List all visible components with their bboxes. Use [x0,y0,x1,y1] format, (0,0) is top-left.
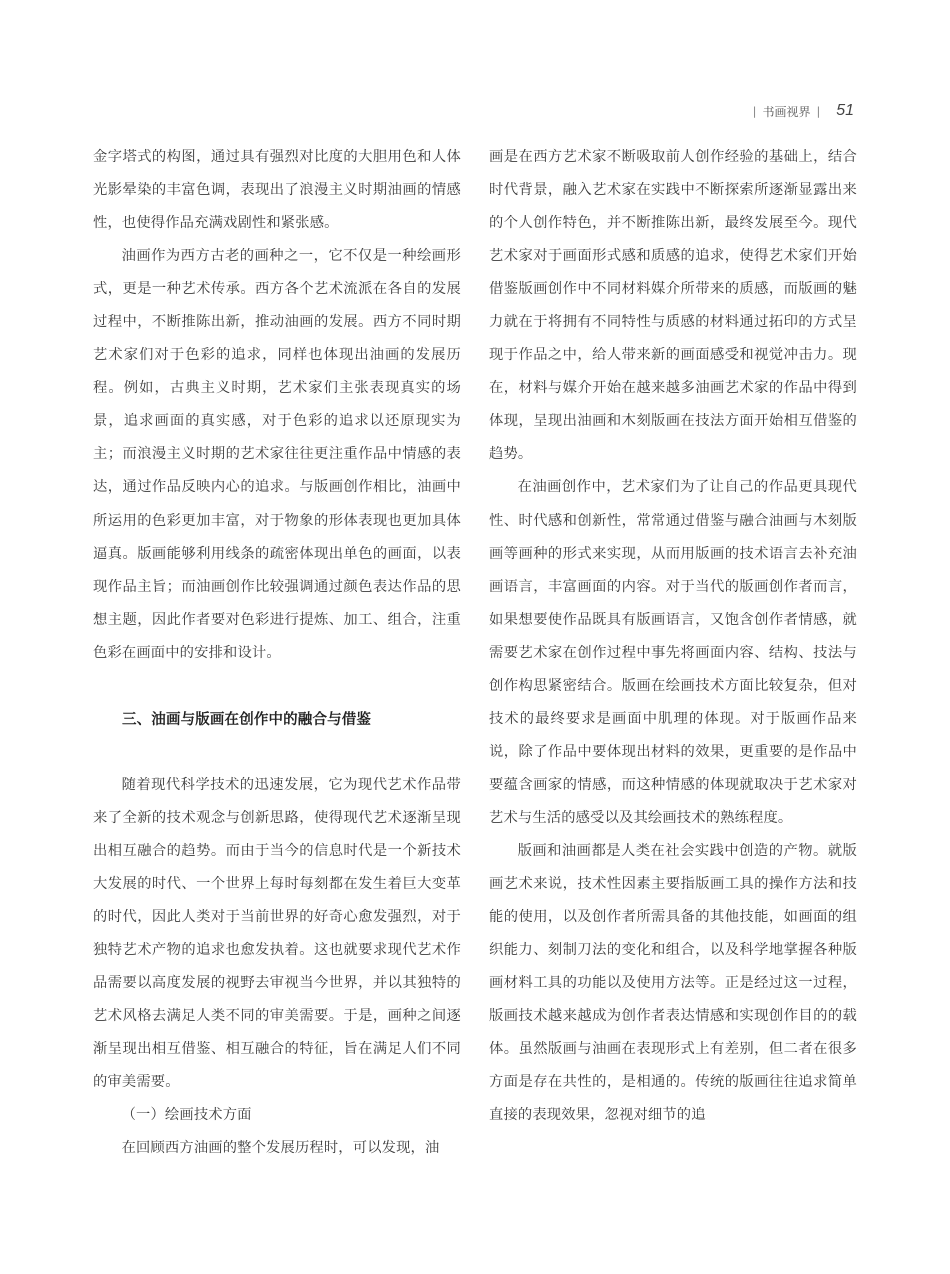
header-divider: | [816,104,821,118]
paragraph: 油画作为西方古老的画种之一，它不仅是一种绘画形式，更是一种艺术传承。西方各个艺术流派在各自的发展过程中，不断推陈出新，推动油画的发展。西方不同时期艺术家们对于色彩的追求，同样也体现出油画的发展历程。例如，古典主义时期，艺术家们主张表现真实的场景，追求画面的真实感，对于色彩的追求以还原现实为主；而浪漫主义时期的艺术家往往更注重作品中情感的表达，通过作品反映内心的追求。与版画创作相比，油画中所运用的色彩更加丰富，对于物象的形体表现也更加具体逼真。版画能够利用线条的疏密体现出单色的画面，以表现作品主旨；而油画创作比较强调通过颜色表达作品的思想主题，因此作者要对色彩进行提炼、加工、组合，注重色彩在画面中的安排和设计。 [93,248,461,661]
section-title: 书画视界 [762,104,811,119]
paragraph: 金字塔式的构图，通过具有强烈对比度的大胆用色和人体光影晕染的丰富色调，表现出了浪漫主义时期油画的情感性，也使得作品充满戏剧性和紧张感。 [93,149,461,232]
spacer [93,736,461,769]
subsection-heading: （一）绘画技术方面 [121,1107,252,1124]
running-header [753,100,854,122]
paragraph: 版画和油画都是人类在社会实践中创造的产物。就版画艺术来说，技术性因素主要指版画工具的操作方法和技能的使用，以及创作者所需具备的其他技能，如画面的组织能力、刻制刀法的变化和组合，以及科学地掌握各种版画材料工具的功能以及使用方法等。正是经过这一过程，版画技术越来越成为创作者表达情感和实现创作目的的载体。虽然版画与油画在表现形式上有差别，但二者在很多方面是存在共性的，是相通的。传统的版画往往追求简单直接的表现效果，忽视对细节的追 [489,842,857,1124]
paragraph: 随着现代科学技术的迅速发展，它为现代艺术作品带来了全新的技术观念与创新思路，使得现代艺术逐渐呈现出相互融合的趋势。而由于当今的信息时代是一个新技术大发展的时代、一个世界上每时每刻都在发生着巨大变革的时代，因此人类对于当前世界的好奇心愈发强烈，对于独特艺术产物的追求也愈发执着。这也就要求现代艺术作品需要以高度发展的视野去审视当今世界，并以其独特的艺术风格去满足人类不同的审美需要。于是，画种之间逐渐呈现出相互借鉴、相互融合的特征，旨在满足人们不同的审美需要。 [93,776,461,1091]
paragraph: 在回顾西方油画的整个发展历程时，可以发现，油 [121,1140,440,1157]
spacer [93,670,461,703]
paragraph: 在油画创作中，艺术家们为了让自己的作品更具现代性、时代感和创新性，常常通过借鉴与融合油画与木刻版画等画种的形式来实现，从而用版画的技术语言去补充油画语言，丰富画面的内容。对于当代的版画创作者而言，如果想要使作品既具有版画语言，又饱含创作者情感，就需要艺术家在创作过程中事先将画面内容、结构、技法与创作构思紧密结合。版画在绘画技术方面比较复杂，但对技术的最终要求是画面中肌理的体现。对于版画作品来说，除了作品中要体现出材料的效果，更重要的是作品中要蕴含画家的情感，而这种情感的体现就取决于艺术家对艺术与生活的感受以及其绘画技术的熟练程度。 [489,479,857,826]
paragraph: 画是在西方艺术家不断吸取前人创作经验的基础上，结合时代背景，融入艺术家在实践中不断探索所逐渐显露出来的个人创作特色，并不断推陈出新，最终发展至今。现代艺术家对于画面形式感和质感的追求，使得艺术家们开始借鉴版画创作中不同材料媒介所带来的质感，而版画的魅力就在于将拥有不同特性与质感的材料通过拓印的方式呈现于作品之中，给人带来新的画面感受和视觉冲击力。现在，材料与媒介开始在越来越多油画艺术家的作品中得到体现，呈现出油画和木刻版画在技法方面开始相互借鉴的趋势。 [489,149,857,463]
page-number: 51 [836,102,854,119]
header-divider: | [752,104,757,118]
right-column [489,141,857,1132]
left-column [93,141,461,1165]
section-heading: 三、油画与版画在创作中的融合与借鉴 [122,710,372,728]
